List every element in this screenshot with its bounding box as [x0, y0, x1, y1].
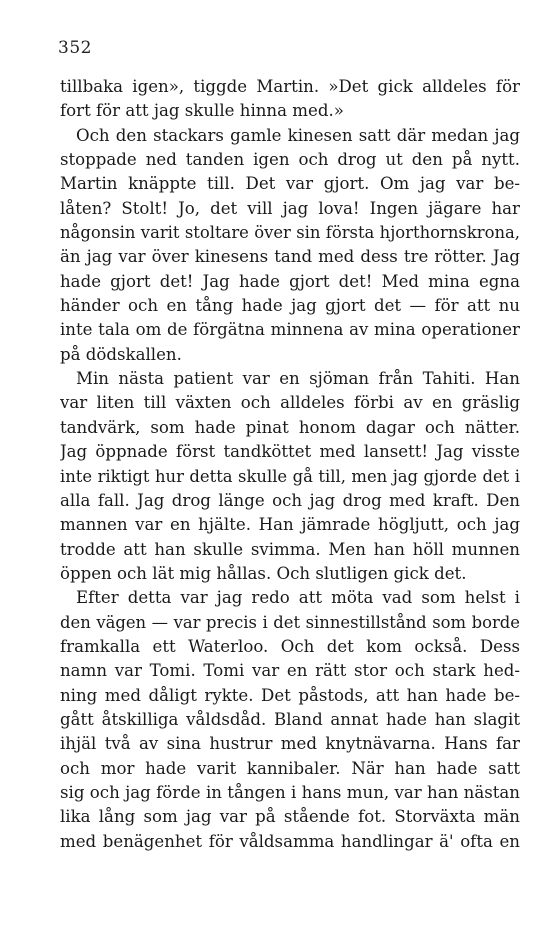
text-line: Min nästa patient var en sjöman från Tahiti. Han [76, 369, 520, 389]
text-line: den vägen — var precis i det sinnestillstånd som borde [60, 612, 520, 632]
text-line: tillbaka igen», tiggde Martin. »Det gick alldeles för [60, 77, 520, 96]
text-line: Och den stackars gamle kinesen satt där medan jag [76, 125, 520, 145]
text-line: fort för att jag skulle hinna med.» [60, 101, 344, 121]
text-line: inte tala om de förgätna minnena av mina operationer [60, 320, 520, 340]
text-line: var liten till växten och alldeles förbi av en gräslig [60, 393, 520, 413]
text-line: Martin knäppte till. Det var gjort. Om jag var be- [60, 174, 520, 194]
text-line: framkalla ett Waterloo. Och det kom också. Dess [60, 636, 520, 656]
text-line: ihjäl två av sina hustrur med knytnävarna. Hans far [60, 734, 520, 754]
text-line: öppen och lät mig hållas. Och slutligen gick det. [60, 563, 467, 583]
text-line: ning med dåligt rykte. Det påstods, att han hade be- [60, 685, 520, 705]
text-line: någonsin varit stoltare över sin första hjorthornskrona, [60, 223, 520, 243]
text-line: Efter detta var jag redo att möta vad som helst i [76, 588, 520, 608]
text-line: stoppade ned tanden igen och drog ut den på nytt. [60, 150, 520, 170]
text-line: på dödskallen. [60, 344, 182, 364]
text-line: namn var Tomi. Tomi var en rätt stor och stark hed- [60, 661, 520, 681]
text-line: och mor hade varit kannibaler. När han hade satt [60, 758, 520, 778]
page-number: 352 [58, 38, 92, 58]
text-line: hade gjort det! Jag hade gjort det! Med mina egna [60, 271, 520, 291]
text-line: tandvärk, som hade pinat honom dagar och nätter. [60, 417, 520, 437]
text-line: alla fall. Jag drog länge och jag drog med kraft. Den [60, 490, 520, 510]
text-line: händer och en tång hade jag gjort det — för att nu [60, 296, 520, 316]
text-line: lika lång som jag var på stående fot. Storväxta män [60, 807, 520, 827]
text-line: låten? Stolt! Jo, det vill jag lova! Ingen jägare har [60, 198, 520, 218]
text-line: inte riktigt hur detta skulle gå till, men jag gjorde det i [60, 466, 520, 486]
text-line: med benägenhet för våldsamma handlingar ä' ofta en [60, 831, 520, 851]
text-line: mannen var en hjälte. Han jämrade högljutt, och jag [60, 515, 520, 535]
text-line: än jag var över kinesens tand med dess tre rötter. Jag [60, 247, 520, 267]
text-line: sig och jag förde in tången i hans mun, var han nästan [60, 782, 520, 802]
text-line: Jag öppnade först tandköttet med lansett! Jag visste [60, 442, 520, 462]
body-text [60, 75, 520, 854]
text-line: gått åtskilliga våldsdåd. Bland annat hade han slagit [60, 709, 520, 729]
text-line: trodde att han skulle svimma. Men han höll munnen [60, 539, 520, 559]
